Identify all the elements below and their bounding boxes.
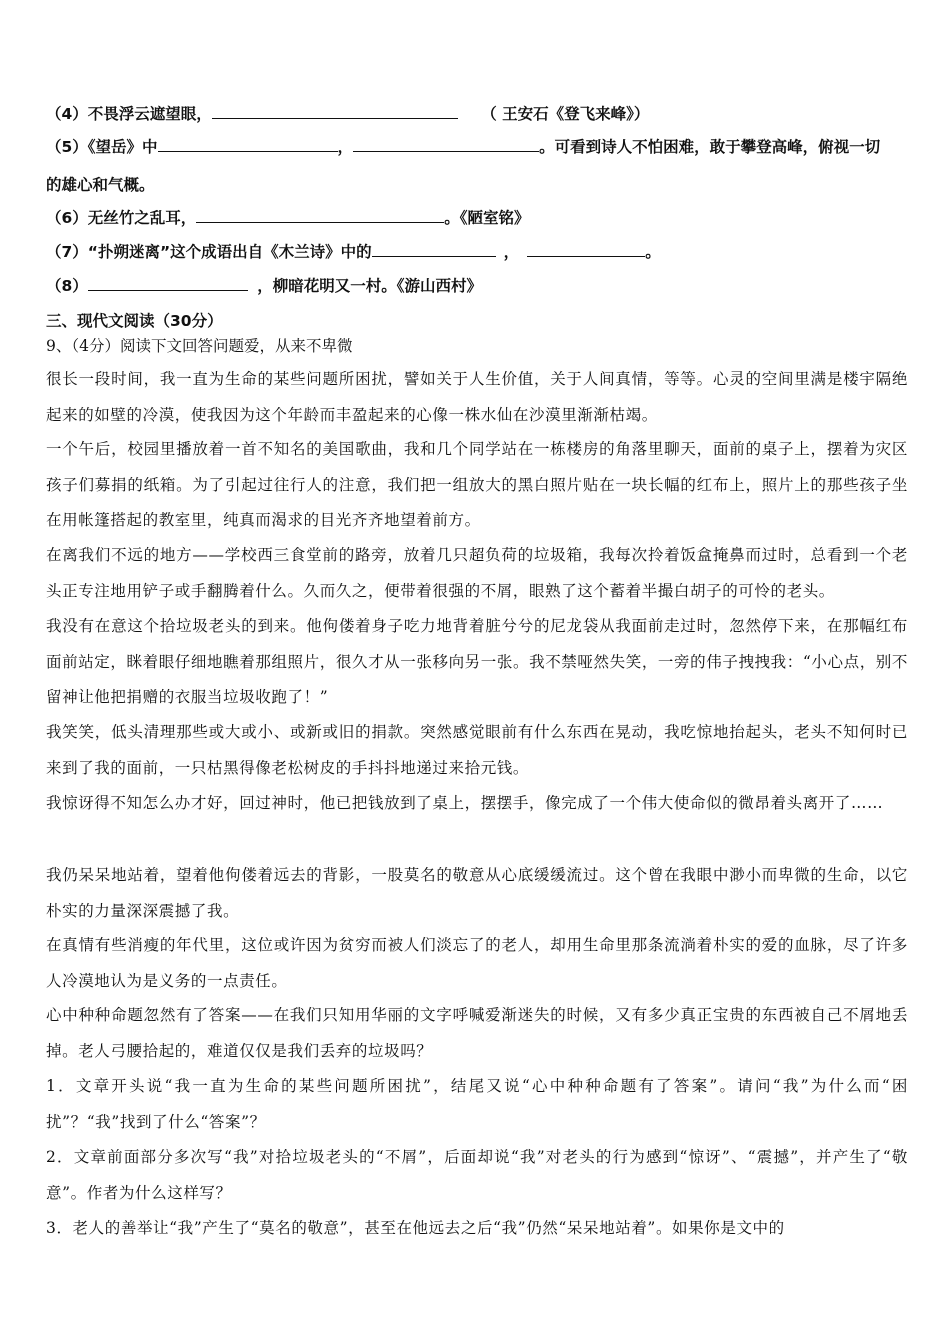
answer-blank[interactable]	[158, 137, 338, 152]
fill-blank-5-prefix: （5）《望岳》中	[46, 138, 158, 156]
passage-paragraph: 我惊讶得不知怎么办才好，回过神时，他已把钱放到了桌上，摆摆手，像完成了一个伟大使命似的微昂着头离开了……	[46, 794, 884, 812]
passage-paragraph: 心中种种命题忽然有了答案——在我们只知用华丽的文字呼喊爱渐迷失的时候，又有多少真正宝贵的东西被自己不屑地丢掉。老人弓腰拾起的，难道仅仅是我们丢弃的垃圾吗？	[46, 1006, 908, 1060]
answer-blank[interactable]	[196, 208, 444, 223]
fill-blank-4-source: （ 王安石《登飞来峰》）	[481, 105, 650, 123]
fill-blank-6	[46, 208, 530, 228]
passage-paragraph: 我笑笑，低头清理那些或大或小、或新或旧的捐款。突然感觉眼前有什么东西在晃动，我吃惊地抬起头，老头不知何时已来到了我的面前，一只枯黑得像老松树皮的手抖抖地递过来拾元钱。	[46, 723, 908, 777]
comprehension-question-3: 3．老人的善举让“我”产生了“莫名的敬意”，甚至在他远去之后“我”仍然“呆呆地站着”。如果你是文中的	[46, 1219, 785, 1237]
passage-paragraph: 我没有在意这个拾垃圾老头的到来。他佝偻着身子吃力地背着脏兮兮的尼龙袋从我面前走过时，忽然停下来，在那幅红布面前站定，眯着眼仔细地瞧着那组照片，很久才从一张移向另一张。我不禁哑然失笑，一旁的伟子拽拽我：“小心点，别不留神让他把捐赠的衣服当垃圾收跑了！”	[46, 617, 908, 706]
section-title: 三、现代文阅读（30分）	[46, 312, 223, 330]
question-intro: 9、（4分）阅读下文回答问题爱，从来不卑微	[46, 337, 353, 355]
fill-blank-5-mid: ，	[337, 138, 354, 156]
passage-paragraph: 一个午后，校园里播放着一首不知名的美国歌曲，我和几个同学站在一栋楼房的角落里聊天，面前的桌子上，摆着为灾区孩子们募捐的纸箱。为了引起过往行人的注意，我们把一组放大的黑白照片贴在一块长幅的红布上，照片上的那些孩子坐在用帐篷搭起的教室里，纯真而渴求的目光齐齐地望着前方。	[46, 440, 908, 529]
fill-blank-6-prefix: （6）无丝竹之乱耳，	[46, 209, 197, 227]
fill-blank-4-prefix: （4）不畏浮云遮望眼，	[46, 105, 212, 123]
fill-blank-5-continuation: 的雄心和气概。	[46, 176, 155, 194]
passage-paragraph: 在真情有些消瘦的年代里，这位或许因为贫穷而被人们淡忘了的老人，却用生命里那条流淌着朴实的爱的血脉，尽了许多人冷漠地认为是义务的一点责任。	[46, 936, 908, 990]
fill-blank-5-suffix: 。可看到诗人不怕困难，敢于攀登高峰，俯视一切	[539, 138, 881, 156]
answer-blank[interactable]	[527, 242, 645, 257]
fill-blank-6-suffix: 。《陋室铭》	[444, 209, 530, 227]
fill-blank-4	[46, 104, 649, 124]
fill-blank-5	[46, 137, 880, 157]
comprehension-question-1: 1．文章开头说“我一直为生命的某些问题所困扰”，结尾又说“心中种种命题有了答案”。请问“我”为什么而“困扰”？“我”找到了什么“答案”？	[46, 1077, 908, 1131]
answer-blank[interactable]	[88, 276, 248, 291]
fill-blank-8	[46, 276, 482, 296]
passage-paragraph: 很长一段时间，我一直为生命的某些问题所困扰，譬如关于人生价值，关于人间真情，等等。心灵的空间里满是楼宇隔绝起来的如壁的冷漠，使我因为这个年龄而丰盈起来的心像一株水仙在沙漠里渐渐枯竭。	[46, 370, 908, 424]
answer-blank[interactable]	[212, 104, 458, 119]
comprehension-question-2: 2．文章前面部分多次写“我”对拾垃圾老头的“不屑”，后面却说“我”对老头的行为感到“惊讶”、“震撼”，并产生了“敬意”。作者为什么这样写？	[46, 1148, 908, 1202]
fill-blank-8-suffix: ，柳暗花明又一村。《游山西村》	[257, 277, 482, 295]
fill-blank-8-prefix: （8）	[46, 277, 88, 295]
fill-blank-7-suffix: 。	[645, 243, 661, 261]
fill-blank-7-prefix: （7）“扑朔迷离”这个成语出自《木兰诗》中的	[46, 243, 372, 261]
fill-blank-7-mid: ，	[503, 243, 520, 261]
passage-paragraph: 在离我们不远的地方——学校西三食堂前的路旁，放着几只超负荷的垃圾箱，我每次拎着饭盒掩鼻而过时，总看到一个老头正专注地用铲子或手翻腾着什么。久而久之，便带着很强的不屑，眼熟了这个蓄着半撮白胡子的可怜的老头。	[46, 546, 908, 600]
answer-blank[interactable]	[372, 242, 496, 257]
answer-blank[interactable]	[353, 137, 539, 152]
fill-blank-7	[46, 242, 661, 262]
passage-paragraph: 我仍呆呆地站着，望着他佝偻着远去的背影，一股莫名的敬意从心底缓缓流过。这个曾在我眼中渺小而卑微的生命，以它朴实的力量深深震撼了我。	[46, 866, 908, 920]
